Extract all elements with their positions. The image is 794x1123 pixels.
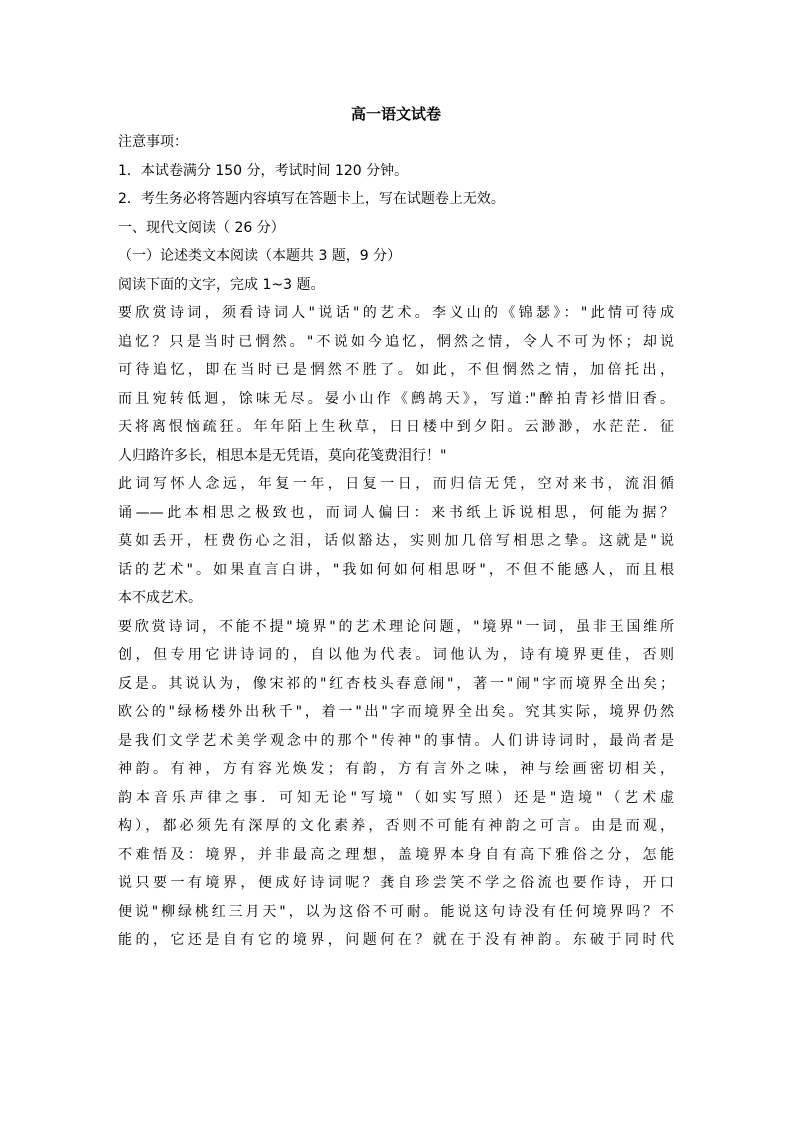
text-line: 天将离恨恼疏狂。年年陌上生秋草，日日楼中到夕阳。云渺渺，水茫茫．征 — [118, 419, 674, 435]
text-line: 神韵。有神，方有容光焕发；有韵，方有言外之味，神与绘画密切相关， — [118, 761, 674, 777]
text-line: 创，但专用它讲诗词的，自以他为代表。词他认为，诗有境界更佳，否则 — [118, 647, 674, 663]
text-line: 莫如丢开，枉费伤心之泪，话似豁达，实则加几倍写相思之挚。这就是"说 — [118, 533, 674, 549]
text-line: 构），都必须先有深厚的文化素养，否则不可能有神韵之可言。由是而观， — [118, 818, 674, 834]
text-line: 能的，它还是自有它的境界，问题何在？就在于没有神韵。东破于同时代 — [118, 932, 674, 948]
paragraph-3 — [118, 613, 674, 955]
text-line: 可待追忆，即在当时已是惘然不胜了。如此，不但惘然之情，加倍托出， — [118, 362, 674, 378]
text-line: 话的艺术"。如果直言白讲，"我如何如何相思呀"，不但不能感人，而且根 — [118, 561, 674, 578]
text-line: 此词写怀人念远，年复一年，日复一日，而归信无凭，空对来书，流泪循 — [118, 476, 674, 492]
text-line: 追忆？只是当时已惘然。"不说如今追忆，惘然之情，令人不可为怀；却说 — [118, 333, 674, 350]
reading-instruction: 阅读下面的文字，完成 1~3 题。 — [118, 276, 325, 293]
text-line: 欧公的"绿杨楼外出秋千"，着一"出"字而境界全出矣。究其实际，境界仍然 — [118, 704, 674, 720]
notice-item-1: 1．本试卷满分 150 分，考试时间 120 分钟。 — [118, 162, 409, 179]
text-line: 反是。其说认为，像宋祁的"红杏枝头春意闹"，著一"闹"字而境界全出矣； — [118, 675, 674, 692]
text-line: 要欣赏诗词，不能不提"境界"的艺术理论问题，"境界"一词，虽非王国维所 — [118, 618, 674, 635]
text-line: 说只要一有境界，便成好诗词呢？龚自珍尝笑不学之俗流也要作诗，开口 — [118, 875, 674, 891]
text-line: 而且宛转低迴，馀味无尽。晏小山作《鹧鸪天》，写道:"醉拍青衫惜旧香。 — [118, 390, 674, 407]
paragraph-2 — [118, 470, 674, 613]
text-line: 要欣赏诗词，须看诗词人"说话"的艺术。李义山的《锦瑟》："此情可待成 — [118, 305, 674, 321]
text-line: 韵本音乐声律之事．可知无论"写境"（如实写照）还是"造境"（艺术虚 — [118, 789, 674, 806]
text-line: 本不成艺术。 — [118, 590, 202, 606]
text-line: 人归路许多长，相思本是无凭语，莫向花笺费泪行！" — [118, 447, 447, 464]
section-heading: 一、现代文阅读（ 26 分） — [118, 219, 285, 236]
text-line: 便说"柳绿桃红三月天"，以为这俗不可耐。能说这句诗没有任何境界吗？不 — [118, 903, 674, 920]
paragraph-1 — [118, 299, 674, 470]
exam-page — [118, 100, 674, 955]
exam-title: 高一语文试卷 — [350, 105, 441, 123]
text-line: 是我们文学艺术美学观念中的那个"传神"的事情。人们讲诗词时，最尚者是 — [118, 732, 674, 749]
text-line: 不难悟及：境界，并非最高之理想，盖境界本身自有高下雅俗之分，怎能 — [118, 846, 674, 863]
text-line: 诵——此本相思之极致也，而词人偏曰：来书纸上诉说相思，何能为据？ — [118, 504, 674, 521]
notice-item-2: 2．考生务必将答题内容填写在答题卡上，写在试题卷上无效。 — [118, 191, 505, 207]
subsection-heading: （一）论述类文本阅读（本题共 3 题，9 分） — [118, 248, 402, 264]
notice-heading: 注意事项： — [118, 134, 188, 150]
